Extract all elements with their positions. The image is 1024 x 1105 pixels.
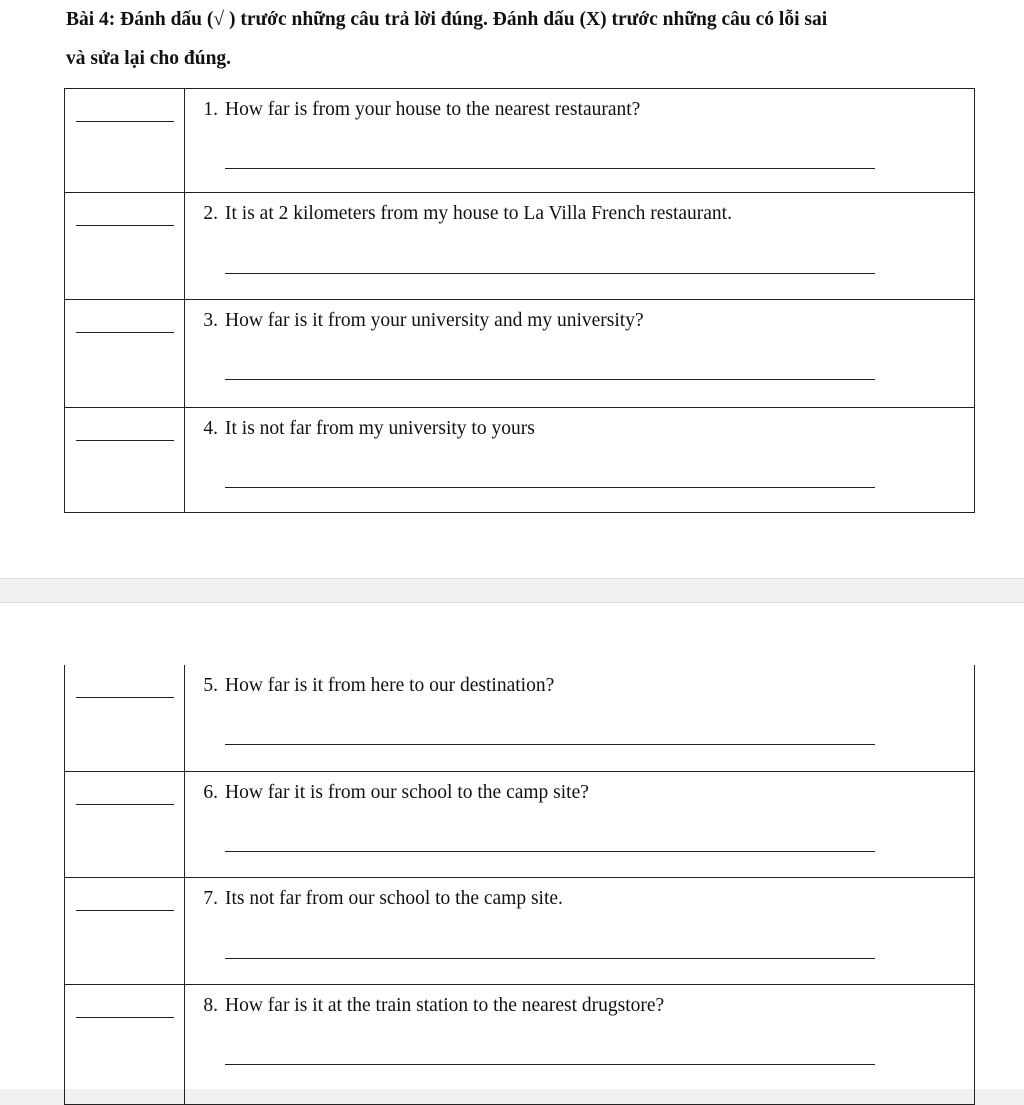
exercise-table-2 [64,665,975,1105]
mark-cell [65,771,185,877]
question-number: 8. [203,994,218,1016]
exercise-row [65,771,975,877]
correction-blank[interactable] [225,1064,875,1065]
mark-blank[interactable] [76,697,174,698]
exercise-row [65,193,975,300]
question-number: 5. [203,675,218,696]
exercise-row [65,877,975,984]
question-number: 7. [203,887,218,909]
question-text: How far it is from our school to the camp site? [225,781,589,803]
question-cell [185,89,975,193]
mark-blank[interactable] [76,910,174,911]
correction-blank[interactable] [225,958,875,959]
question-cell [185,408,975,513]
mark-cell [65,300,185,408]
question-number: 1. [203,99,218,120]
exercise-row [65,408,975,513]
question-number: 6. [203,781,218,803]
mark-cell [65,877,185,984]
mark-cell [65,89,185,193]
question-cell [185,193,975,300]
question-text: How far is it from here to our destination? [225,675,555,696]
question-cell [185,984,975,1104]
mark-blank[interactable] [76,332,174,333]
correction-blank[interactable] [225,851,875,852]
question-number: 2. [203,203,218,224]
exercise-instructions [66,0,986,78]
question-text: How far is it at the train station to the nearest drugstore? [225,994,665,1016]
correction-blank[interactable] [225,273,875,274]
question-cell [185,665,975,771]
mark-blank[interactable] [76,121,174,122]
question-text: Its not far from our school to the camp site. [225,887,563,909]
exercise-row [65,300,975,408]
exercise-table-1 [64,88,975,513]
correction-blank[interactable] [225,487,875,488]
worksheet-page-2 [0,602,1024,1089]
instructions-line-2: và sửa lại cho đúng. [66,48,232,69]
question-number: 3. [203,310,218,331]
mark-blank[interactable] [76,1017,174,1018]
exercise-row [65,89,975,193]
mark-cell [65,408,185,513]
mark-cell [65,665,185,771]
question-text: It is at 2 kilometers from my house to La Villa French restaurant. [225,203,732,224]
question-text: How far is from your house to the nearest restaurant? [225,99,641,120]
question-cell [185,300,975,408]
exercise-row [65,665,975,771]
correction-blank[interactable] [225,168,875,169]
question-text: It is not far from my university to yours [225,418,535,439]
mark-cell [65,984,185,1104]
question-number: 4. [203,418,218,439]
correction-blank[interactable] [225,744,875,745]
mark-cell [65,193,185,300]
exercise-row [65,984,975,1104]
question-text: How far is it from your university and my university? [225,310,644,331]
instructions-line-1: Bài 4: Đánh dấu (√ ) trước những câu trả lời đúng. Đánh dấu (X) trước những câu có lỗi sai [66,9,828,30]
mark-blank[interactable] [76,804,174,805]
correction-blank[interactable] [225,379,875,380]
mark-blank[interactable] [76,440,174,441]
question-cell [185,877,975,984]
mark-blank[interactable] [76,225,174,226]
question-cell [185,771,975,877]
